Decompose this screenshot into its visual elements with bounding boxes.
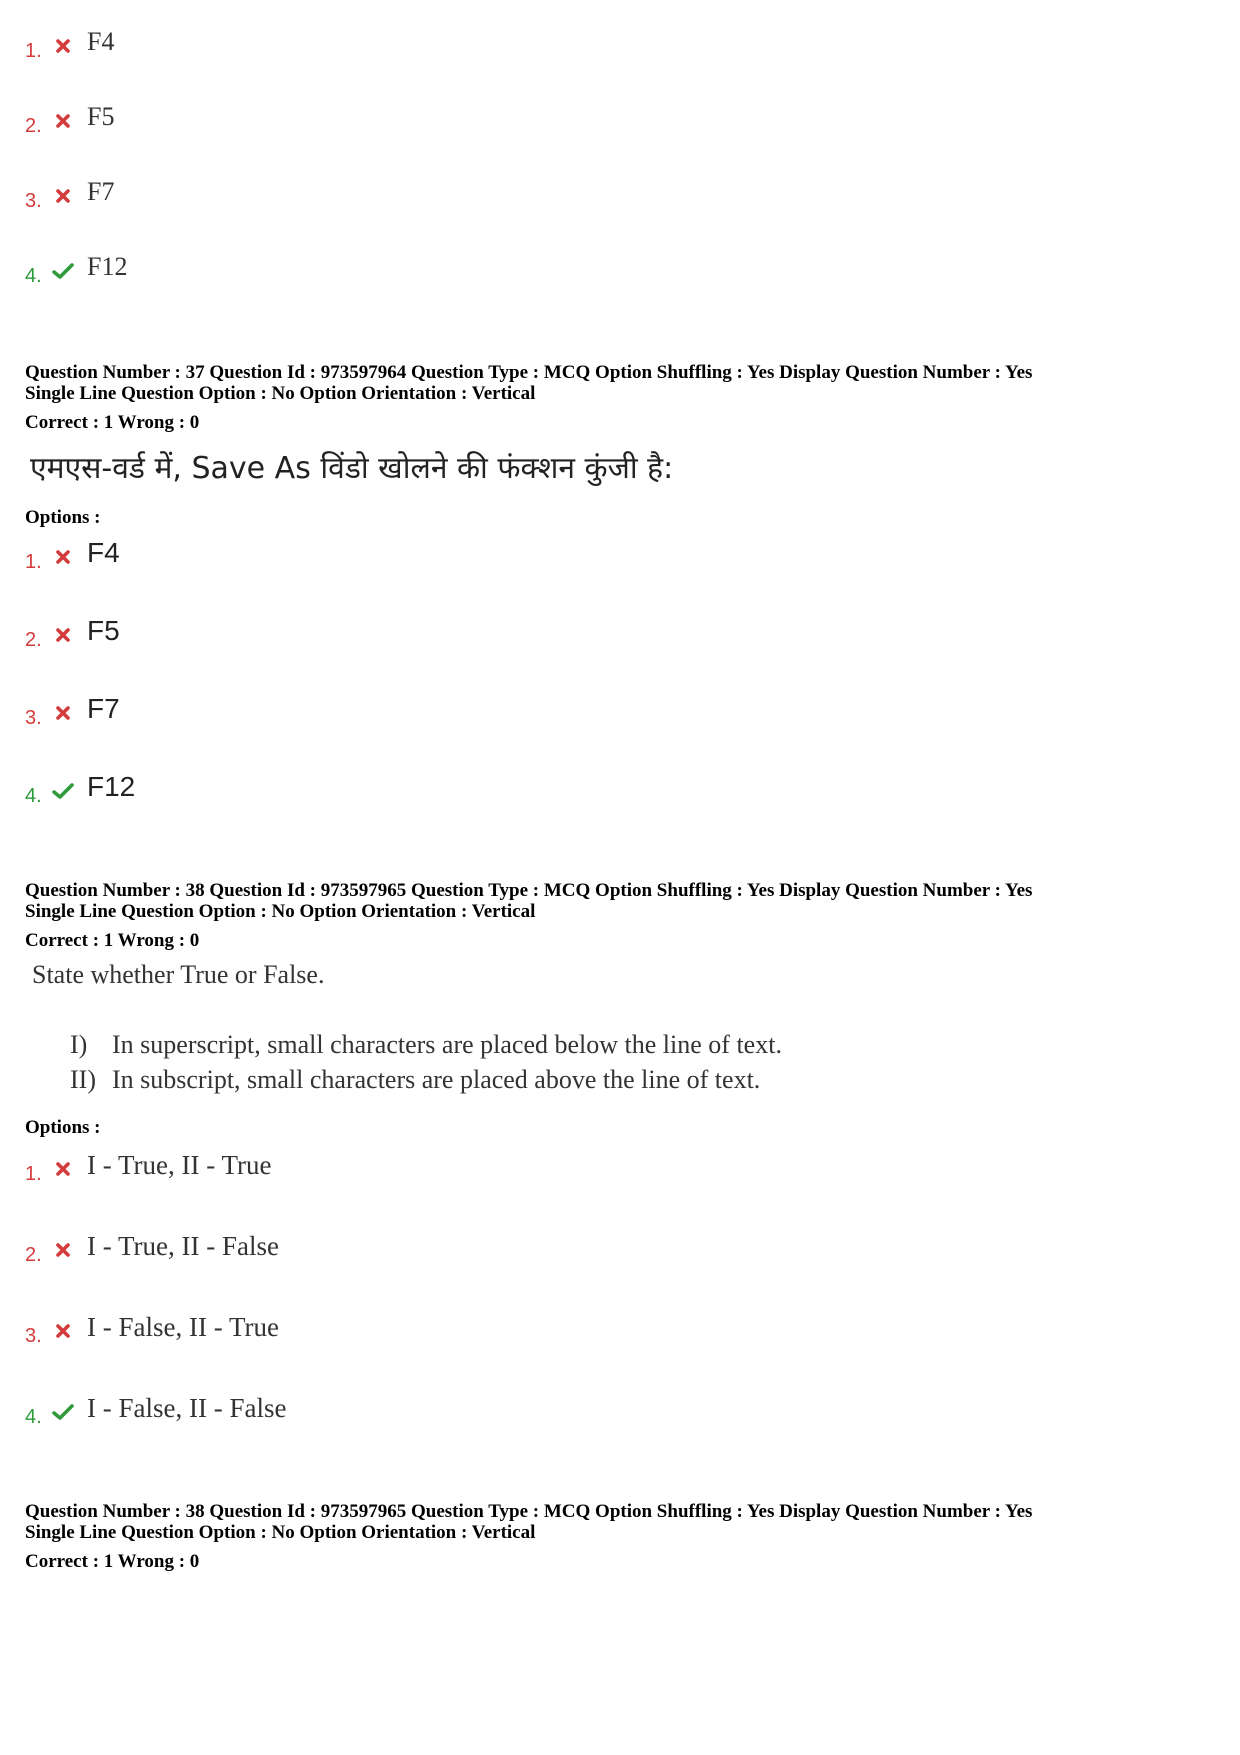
marks-info: Correct : 1 Wrong : 0 [25,1551,200,1572]
cross-icon [51,1157,75,1181]
statement [70,1065,760,1095]
option-row [25,1145,272,1185]
question-text: एमएस-वर्ड में, Save As विंडो खोलने की फंक्शन कुंजी है: [30,451,674,486]
cross-icon [51,1319,75,1343]
option-row [25,767,135,807]
option-text: F5 [87,102,115,131]
option-number: 4. [25,785,42,807]
option-text: F4 [87,537,120,568]
cross-icon [51,34,75,58]
question-meta: Question Number : 37 Question Id : 973597964 Question Type : MCQ Option Shuffling : Yes Display Question Number : Yes [25,362,1033,383]
option-row [25,247,127,287]
option-text: F4 [87,27,115,56]
question-meta: Question Number : 38 Question Id : 973597965 Question Type : MCQ Option Shuffling : Yes Display Question Number : Yes [25,880,1033,901]
statement-label: II) [70,1065,96,1094]
option-number: 4. [25,265,42,287]
cross-icon [51,623,75,647]
option-text: F12 [87,771,136,802]
cross-icon [51,545,75,569]
statement-label: I) [70,1030,88,1059]
option-row [25,172,114,212]
cross-icon [51,701,75,725]
question-meta-line2: Single Line Question Option : No Option Orientation : Vertical [25,383,536,404]
checkmark-icon [51,259,75,283]
checkmark-icon [51,1400,75,1424]
option-number: 4. [25,1406,42,1428]
option-text: I - False, II - False [87,1393,287,1423]
option-row [25,1388,286,1428]
option-number: 3. [25,190,42,212]
option-text: I - True, II - True [87,1150,272,1180]
marks-info: Correct : 1 Wrong : 0 [25,412,200,433]
question-meta-line2: Single Line Question Option : No Option Orientation : Vertical [25,1522,536,1543]
option-number: 1. [25,1163,42,1185]
checkmark-icon [51,779,75,803]
cross-icon [51,184,75,208]
option-row [25,1307,279,1347]
option-text: I - True, II - False [87,1231,279,1261]
option-row [25,689,120,729]
option-number: 3. [25,1325,42,1347]
option-text: F12 [87,252,128,281]
option-number: 3. [25,707,42,729]
option-number: 2. [25,629,42,651]
option-number: 2. [25,1244,42,1266]
option-number: 2. [25,115,42,137]
cross-icon [51,1238,75,1262]
option-text: F7 [87,177,115,206]
option-text: F7 [87,693,120,724]
option-text: I - False, II - True [87,1312,279,1342]
statement-text: In superscript, small characters are placed below the line of text. [112,1030,782,1059]
option-row [25,1226,279,1266]
marks-info: Correct : 1 Wrong : 0 [25,930,200,951]
statement-text: In subscript, small characters are placed above the line of text. [112,1065,761,1094]
options-label: Options : [25,507,101,528]
option-row [25,22,114,62]
options-label: Options : [25,1117,101,1138]
question-meta: Question Number : 38 Question Id : 973597965 Question Type : MCQ Option Shuffling : Yes Display Question Number : Yes [25,1501,1033,1522]
option-row [25,533,120,573]
option-number: 1. [25,551,42,573]
option-row [25,611,120,651]
option-text: F5 [87,615,120,646]
option-row [25,97,114,137]
option-number: 1. [25,40,42,62]
question-text: State whether True or False. [32,960,325,989]
question-meta-line2: Single Line Question Option : No Option Orientation : Vertical [25,901,536,922]
cross-icon [51,109,75,133]
statement [70,1030,782,1060]
